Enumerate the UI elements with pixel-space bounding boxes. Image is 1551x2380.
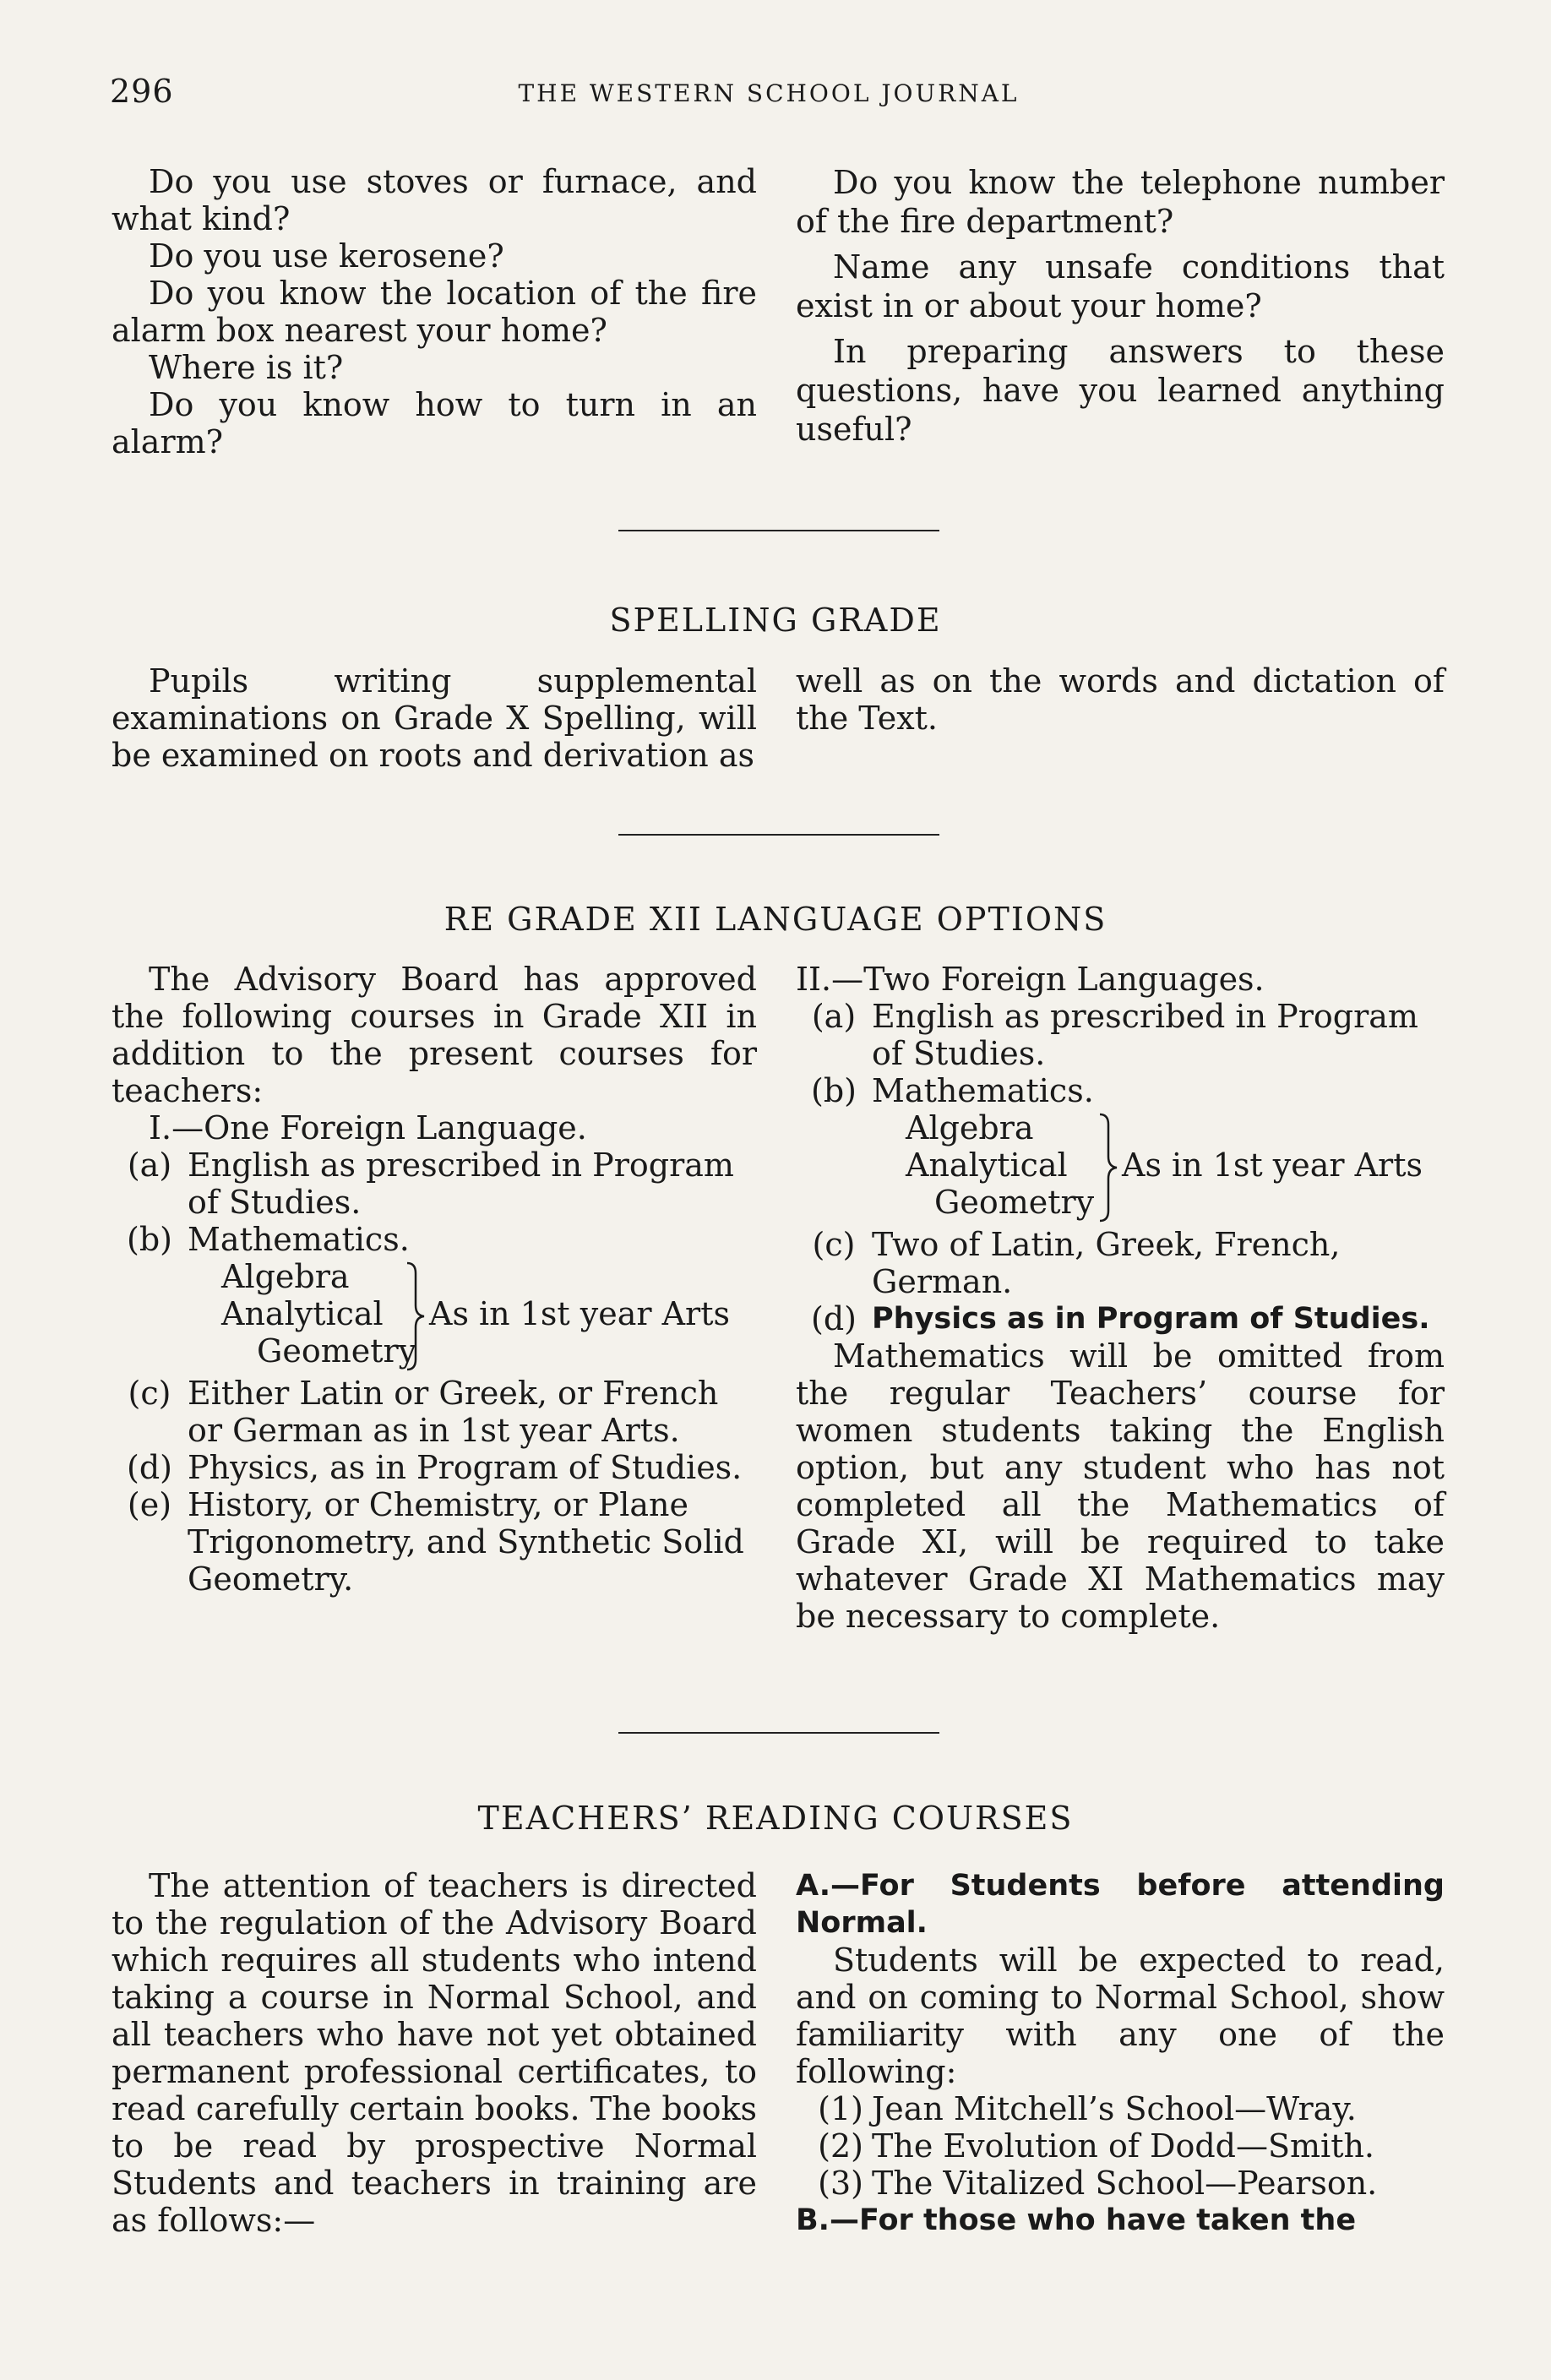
section-divider — [618, 530, 939, 531]
language-intro: The Advisory Board has approved the following courses in Grade XII in addition to the present courses for teachers: — [112, 961, 757, 1109]
spelling-text: well as on the words and dictation of the Text. — [796, 662, 1445, 737]
option-item: (b) Mathematics. — [127, 1221, 410, 1258]
math-subjects-block: Algebra Analytical Geometry As in 1st year Arts — [221, 1258, 730, 1370]
question-item: Do you know the telephone number of the fire department? — [796, 164, 1445, 240]
questions-right-column — [796, 163, 1445, 449]
reading-heading: TEACHERS’ READING COURSES — [477, 1800, 1074, 1837]
section-a-text: Students will be expected to read, and on coming to Normal School, show familiarity with any one of the following: — [796, 1942, 1445, 2090]
running-head — [110, 73, 1428, 115]
math-subjects-block: Algebra Analytical Geometry As in 1st year Arts — [906, 1109, 1423, 1221]
reading-left-column — [112, 1867, 757, 2239]
book-item: (2) The Evolution of Dodd—Smith. — [818, 2127, 1375, 2165]
reading-right-column — [796, 1867, 1445, 2239]
journal-title: THE WESTERN SCHOOL JOURNAL — [518, 79, 1020, 107]
option-item: (b) Mathematics. — [811, 1072, 1094, 1109]
option-one-title: I.—One Foreign Language. — [149, 1109, 587, 1146]
spelling-heading: SPELLING GRADE — [609, 602, 942, 639]
question-item: Name any unsafe conditions that exist in or about your home? — [796, 248, 1445, 324]
option-two-title: II.—Two Foreign Languages. — [796, 961, 1265, 998]
question-item: Do you know how to turn in an alarm? — [112, 386, 757, 460]
question-item: Do you know the location of the fire alarm box nearest your home? — [112, 275, 757, 349]
option-item: (d) Physics, as in Program of Studies. — [127, 1449, 743, 1486]
language-left-column — [112, 961, 757, 1598]
option-item: (e) History, or Chemistry, or Plane Trigonometry, and Synthetic Solid Geometry. — [127, 1486, 744, 1598]
option-item: (d) Physics as in Program of Studies. — [811, 1300, 1430, 1337]
language-heading: RE GRADE XII LANGUAGE OPTIONS — [444, 901, 1107, 938]
math-note-paragraph: Mathematics will be omitted from the regular Teachers’ course for women students taking the English option, but any student who has not completed all the Mathematics of Grade XI, will be required to take whatever Grade XI Mathematics may be necessary to complete. — [796, 1337, 1445, 1635]
option-item: (c) Two of Latin, Greek, French, German. — [812, 1226, 1341, 1300]
question-item: In preparing answers to these questions, have you learned anything useful? — [796, 333, 1445, 448]
brace-icon — [405, 1261, 427, 1371]
reading-intro: The attention of teachers is directed to the regulation of the Advisory Board which requires all students who intend taking a course in Normal School, and all teachers who have not yet obtained permanent professional certificates, to read carefully certain books. The books to be read by prospective Normal Students and teachers in training are as follows:— — [112, 1867, 757, 2239]
spelling-text: Pupils writing supplemental examinations on Grade X Spelling, will be examined on roots and derivation as — [112, 662, 757, 774]
book-item: (3) The Vitalized School—Pearson. — [818, 2165, 1378, 2202]
book-item: (1) Jean Mitchell’s School—Wray. — [818, 2090, 1357, 2127]
section-a-heading: A.—For Students before attending Normal. — [796, 1869, 1445, 1940]
question-item: Do you use kerosene? — [149, 237, 504, 275]
section-b-heading: B.—For those who have taken the — [796, 2203, 1357, 2237]
option-item: (a) English as prescribed in Program of Studies. — [127, 1146, 734, 1221]
page-number: 296 — [110, 73, 174, 110]
question-item: Do you use stoves or furnace, and what kind? — [112, 163, 757, 237]
spelling-left-column — [112, 662, 757, 774]
spelling-right-column — [796, 662, 1445, 737]
section-divider — [618, 1732, 939, 1734]
question-item: Where is it? — [149, 349, 344, 386]
section-divider — [618, 834, 939, 836]
language-right-column — [796, 961, 1445, 1635]
questions-left-column — [112, 163, 757, 460]
option-item: (a) English as prescribed in Program of Studies. — [811, 998, 1418, 1072]
option-item: (c) Either Latin or Greek, or French or German as in 1st year Arts. — [128, 1375, 719, 1449]
brace-icon — [1098, 1113, 1120, 1223]
